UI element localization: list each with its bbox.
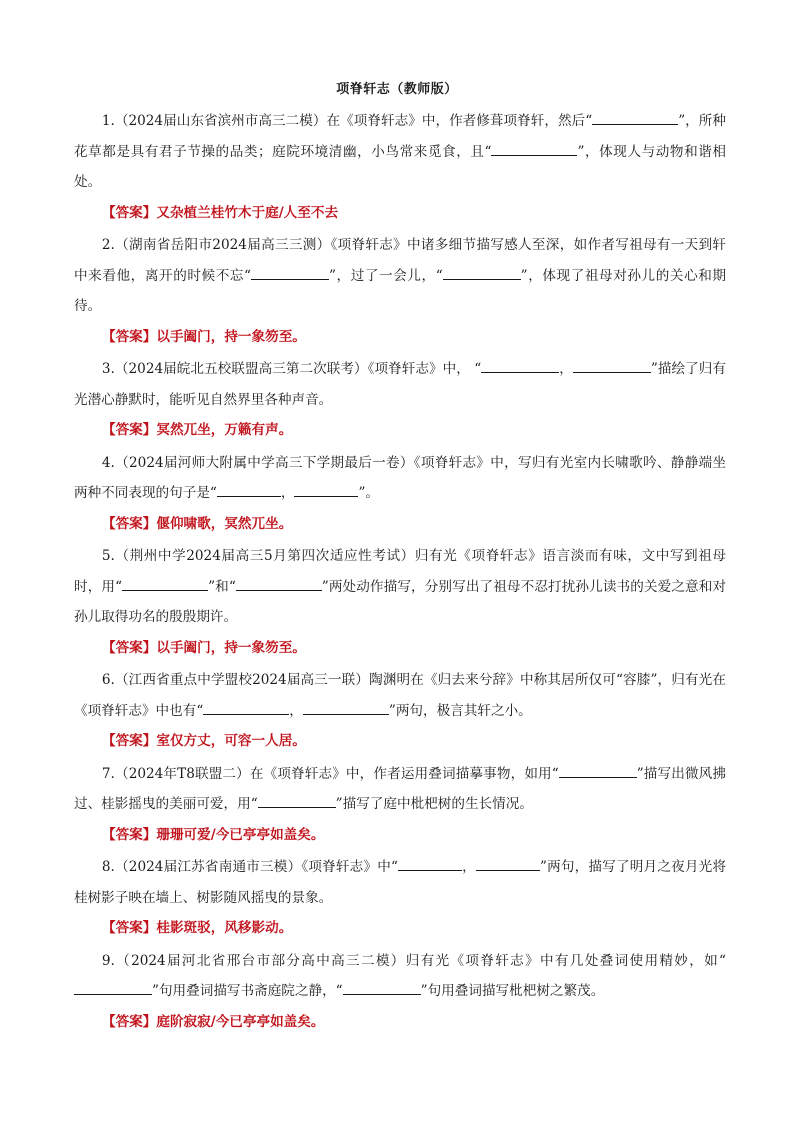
question-text: 5.（荆州中学2024届高三5月第四次适应性考试）归有光《项脊轩志》语言淡而有味，文中写到祖母时，用“: [74, 548, 726, 595]
answer-blank: [74, 980, 152, 995]
answer-2: [74, 322, 726, 353]
answer-blank: [398, 856, 462, 871]
answer-tag: 【答案】: [102, 1013, 157, 1030]
question-text: ”描绘了归有光潜心静默时，能听见自然界里各种声音。: [74, 361, 726, 408]
question-text: ，: [280, 485, 295, 501]
answer-blank: [217, 482, 281, 497]
question-7: [74, 759, 726, 820]
answer-7: [74, 820, 726, 851]
question-text: ”描写了庭中枇杷树的生长情况。: [335, 796, 533, 812]
answer-4: [74, 509, 726, 540]
answer-blank: [303, 700, 389, 715]
question-text: 7.（2024年T8联盟二）在《项脊轩志》中，作者运用叠词描摹事物，如用“: [101, 765, 559, 782]
question-text: ，: [461, 859, 476, 875]
answer-blank: [481, 358, 559, 373]
question-text: ”句用叠词描写枇杷树之繁茂。: [420, 983, 605, 999]
question-8: [74, 852, 726, 913]
question-6: [74, 665, 726, 726]
answer-1: [74, 198, 726, 229]
answer-text: 桂影斑驳，风移影动。: [156, 920, 293, 936]
question-text: ，: [289, 702, 303, 719]
question-text: 6.（江西省重点中学盟校2024届高三一联）陶渊明在《归去来兮辞》中称其居所仅可“容膝”，归有光在《项脊轩志》中也有“: [74, 672, 726, 719]
question-text: ”，体现人与动物和谐相处。: [74, 143, 726, 190]
question-text: 9.（2024届河北省邢台市部分高中高三二模）归有光《项脊轩志》中有几处叠词使用精妙，如“: [101, 952, 726, 969]
answer-tag: 【答案】: [102, 515, 157, 532]
question-5: [74, 541, 726, 633]
question-2: [74, 230, 726, 322]
question-text: ”两句，极言其轩之小。: [388, 702, 532, 719]
answer-text: 珊珊可爱/今已亭亭如盖矣。: [156, 826, 325, 843]
answer-tag: 【答案】: [102, 328, 157, 345]
answer-blank: [258, 793, 336, 808]
answer-blank: [203, 700, 289, 715]
question-text: ”两处动作描写，分别写出了祖母不忍打扰孙儿读书的关爱之意和对孙儿取得功名的殷殷期许。: [74, 578, 727, 625]
answer-tag: 【答案】: [102, 422, 157, 438]
question-4: [74, 448, 726, 509]
answer-3: [74, 415, 726, 446]
answer-text: 庭阶寂寂/今已亭亭如盖矣。: [156, 1013, 325, 1030]
question-text: ”，体现了祖母对孙儿的关心和期待。: [74, 267, 727, 314]
question-list: [74, 106, 726, 1039]
answer-blank: [491, 141, 577, 156]
question-text: 2.（湖南省岳阳市2024届高三三测）《项脊轩志》中诸多细节描写感人至深，如作者写祖母有一天到轩中来看他，离开的时候不忘“: [74, 237, 726, 284]
answer-tag: 【答案】: [102, 826, 157, 843]
answer-blank: [122, 576, 208, 591]
question-text: ”和“: [208, 578, 236, 595]
question-text: 8.（2024届江苏省南通市三模）《项脊轩志》中“: [101, 859, 398, 875]
question-9: [74, 946, 726, 1007]
answer-blank: [251, 265, 329, 280]
answer-text: 冥然兀坐，万籁有声。: [156, 422, 293, 438]
question-text: 3.（2024届皖北五校联盟高三第二次联考）《项脊轩志》中， “: [101, 361, 482, 377]
question-text: ”。: [358, 485, 380, 501]
answer-tag: 【答案】: [102, 920, 157, 936]
answer-text: 以手阖门，持一象笏至。: [156, 328, 306, 345]
answer-text: 室仅方丈，可容一人居。: [156, 733, 306, 749]
answer-tag: 【答案】: [102, 733, 157, 749]
question-text: ”句用叠词描写书斋庭院之静，“: [152, 983, 343, 999]
answer-5: [74, 633, 726, 664]
question-1: [74, 106, 726, 198]
answer-6: [74, 726, 726, 757]
answer-blank: [236, 576, 322, 591]
answer-text: 又杂植兰桂竹木于庭/人至不去: [156, 204, 339, 221]
answer-blank: [294, 482, 358, 497]
question-text: ”两句，描写了明月之夜月光将桂树影子映在墙上、树影随风摇曳的景象。: [74, 859, 727, 906]
answer-8: [74, 913, 726, 944]
question-text: 1.（2024届山东省滨州市高三二模）在《项脊轩志》中，作者修葺项脊轩，然后“: [101, 113, 593, 129]
question-text: ”，所种花草都是具有君子节操的品类；庭院环境清幽，小鸟常来觅食，且“: [74, 113, 727, 160]
question-text: ，: [559, 361, 573, 377]
answer-blank: [343, 980, 421, 995]
answer-text: 偃仰啸歌，冥然兀坐。: [156, 515, 293, 532]
question-text: 4.（2024届河师大附属中学高三下学期最后一卷）《项脊轩志》中，写归有光室内长啸歌吟、静静端坐两种不同表现的句子是“: [74, 454, 726, 501]
question-text: ”，过了一会儿，“: [329, 267, 443, 284]
answer-tag: 【答案】: [102, 639, 157, 656]
answer-blank: [476, 856, 540, 871]
question-3: [74, 354, 726, 415]
question-text: ”描写出微风拂过、桂影摇曳的美丽可爱，用“: [74, 765, 727, 812]
answer-tag: 【答案】: [102, 204, 157, 221]
answer-blank: [443, 265, 521, 280]
document-title: 项脊轩志（教师版）: [336, 82, 458, 97]
answer-text: 以手阖门，持一象笏至。: [156, 639, 306, 656]
answer-blank: [592, 110, 678, 125]
answer-9: [74, 1007, 726, 1038]
answer-blank: [573, 358, 651, 373]
answer-blank: [559, 763, 637, 778]
